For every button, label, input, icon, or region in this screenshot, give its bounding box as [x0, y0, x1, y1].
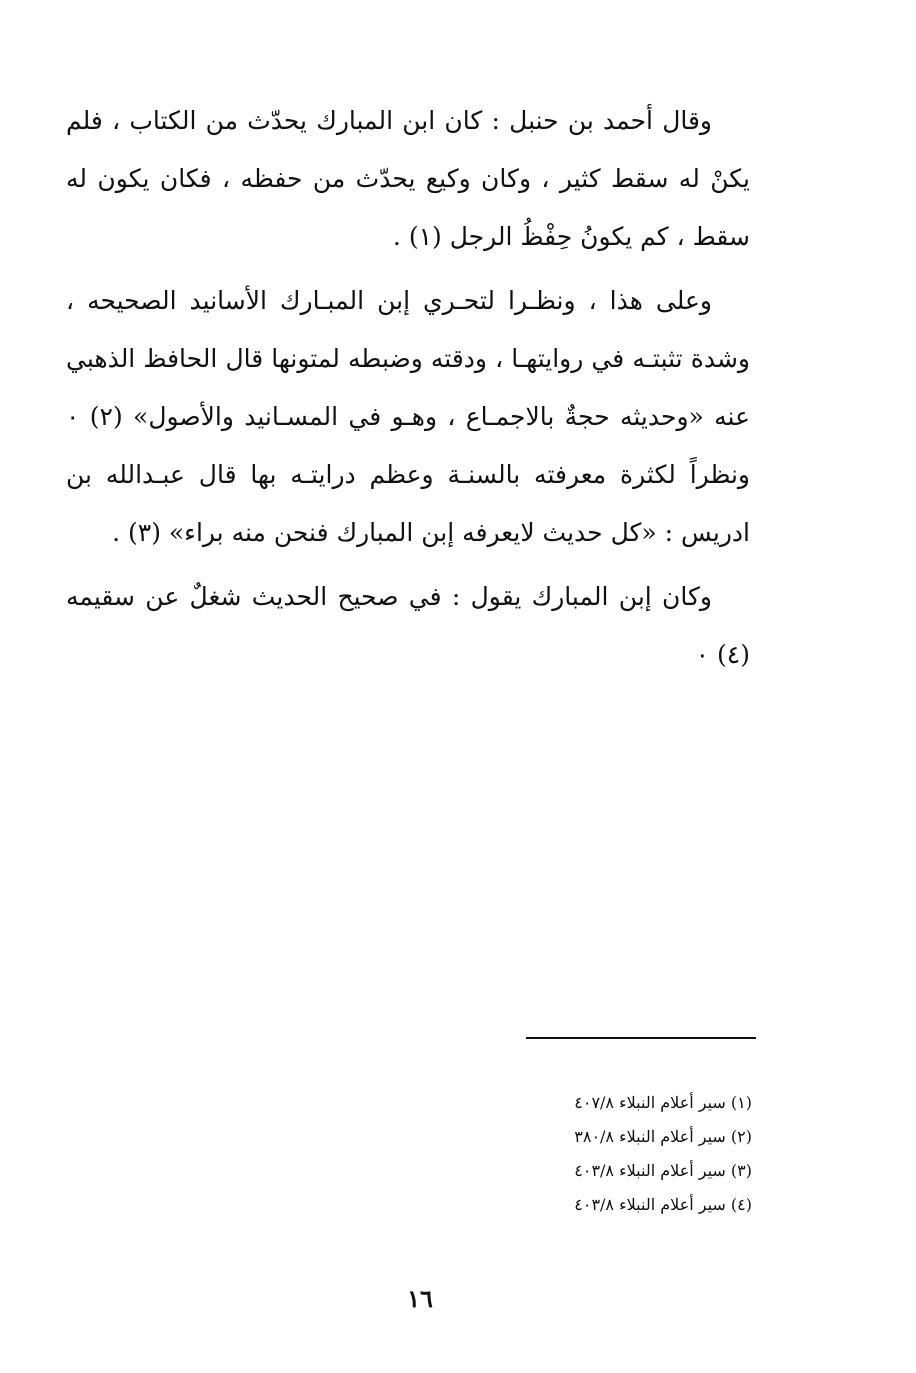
footnote-4: (٤) سير أعلام النبلاء ٤٠٣/٨: [574, 1195, 752, 1214]
main-text: [66, 92, 750, 690]
paragraph-3: وكان إبن المبارك يقول : في صحيح الحديث شغلٌ عن سقيمه (٤) ٠: [66, 582, 750, 669]
footnote-separator: [526, 1037, 756, 1039]
footnotes: [440, 1086, 752, 1222]
paragraph-1: وقال أحمد بن حنبل : كان ابن المبارك يحدّث من الكتاب ، فلم يكنْ له سقط كثير ، وكان وكيع يحدّث من حفظه ، فكان يكون له سقط ، كم يكونُ حِفْظُ الرجل (١) .: [66, 106, 750, 251]
paragraph-2: وعلى هذا ، ونظـرا لتحـري إبن المبـارك الأسانيد الصحيحه ، وشدة تثبتـه في روايتهـا ، ودقته وضبطه لمتونها قال الحافظ الذهبي عنه «وحديثه حجةٌ بالاجمـاع ، وهـو في المسـانيد والأصول» (٢) ٠ ونظراً لكثرة معرفته بالسنـة وعظم درايتـه بها قال عبـدالله بن ادريس : «كل حديث لايعرفه إبن المبارك فنحن منه براء» (٣) .: [66, 286, 750, 547]
footnote-2: (٢) سير أعلام النبلاء ٣٨٠/٨: [574, 1127, 752, 1146]
page-number: ١٦: [407, 1284, 433, 1313]
footnote-3: (٣) سير أعلام النبلاء ٤٠٣/٨: [574, 1161, 752, 1180]
footnote-1: (١) سير أعلام النبلاء ٤٠٧/٨: [574, 1093, 752, 1112]
